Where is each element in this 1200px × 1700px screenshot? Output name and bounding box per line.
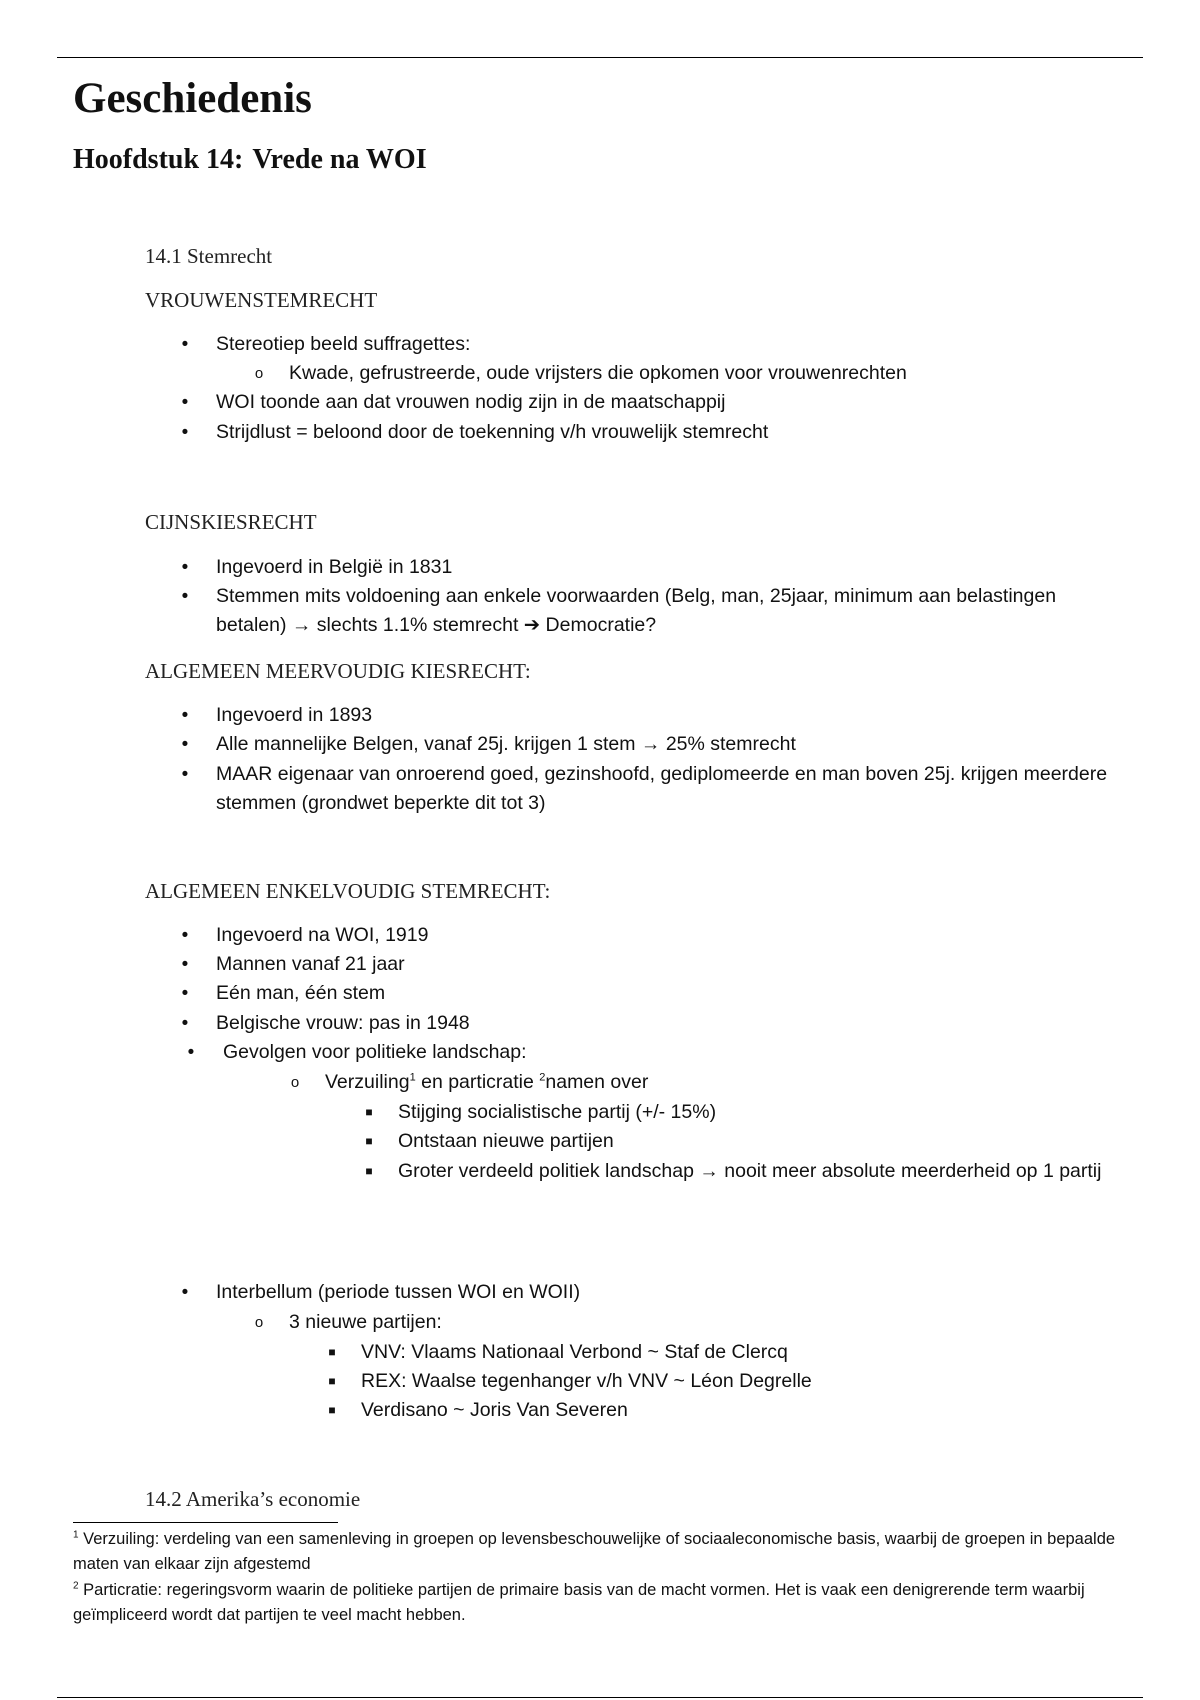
list-item: Ingevoerd in België in 1831 xyxy=(216,556,453,578)
chapter-title: Vrede na WOI xyxy=(252,144,427,175)
list-item: Ingevoerd in 1893 xyxy=(216,704,373,726)
bullet-disc: • xyxy=(181,954,189,975)
footnote-1 xyxy=(73,1527,1128,1577)
list-item: 3 nieuwe partijen: xyxy=(289,1311,442,1333)
footnote-text: Particratie: regeringsvorm waarin de politieke partijen de primaire basis van de macht vormen. Het is vaak een denigrerende term waarbij geïmpliceerd wordt dat partijen te veel macht hebben. xyxy=(73,1581,1085,1624)
bullet-square: ■ xyxy=(365,1164,373,1178)
bullet-square: ■ xyxy=(328,1374,336,1388)
bullet-square: ■ xyxy=(365,1134,373,1148)
list-item: Kwade, gefrustreerde, oude vrijsters die opkomen voor vrouwenrechten xyxy=(289,362,907,384)
bullet-square: ■ xyxy=(365,1105,373,1119)
list-item: REX: Waalse tegenhanger v/h VNV ~ Léon Degrelle xyxy=(361,1370,812,1392)
footnote-marker: 1 xyxy=(73,1529,79,1541)
bullet-circle: o xyxy=(254,365,264,382)
bullet-disc: • xyxy=(181,925,189,946)
list-item: Alle mannelijke Belgen, vanaf 25j. krijgen 1 stem → 25% stemrecht xyxy=(216,733,796,755)
list-item: Stemmen mits voldoening aan enkele voorwaarden (Belg, man, 25jaar, minimum aan belastingen betalen) → slechts 1.1% stemrecht ➔ Democratie? xyxy=(216,585,1057,636)
bullet-disc: • xyxy=(181,422,189,443)
footnote-separator xyxy=(73,1522,338,1523)
document-title: Geschiedenis xyxy=(73,75,312,122)
subheading-vrouwenstemrecht: VROUWENSTEMRECHT xyxy=(145,288,378,312)
list-item: Ontstaan nieuwe partijen xyxy=(398,1130,614,1152)
section-heading-14-1: 14.1 Stemrecht xyxy=(145,244,273,268)
bullet-disc: • xyxy=(181,557,189,578)
bullet-circle: o xyxy=(290,1074,300,1091)
bullet-disc: • xyxy=(181,734,189,755)
list-item: Verdisano ~ Joris Van Severen xyxy=(361,1399,628,1421)
list-item: Stijging socialistische partij (+/- 15%) xyxy=(398,1101,717,1123)
bullet-disc: • xyxy=(181,392,189,413)
list-item: VNV: Vlaams Nationaal Verbond ~ Staf de Clercq xyxy=(361,1341,788,1363)
bullet-square: ■ xyxy=(328,1345,336,1359)
footnote-ref-1[interactable]: 1 xyxy=(409,1071,416,1084)
bullet-disc: • xyxy=(181,1013,189,1034)
bullet-disc: • xyxy=(181,334,189,355)
subheading-enkelvoudig-stemrecht: ALGEMEEN ENKELVOUDIG STEMRECHT: xyxy=(145,879,551,903)
footnote-marker: 2 xyxy=(73,1580,79,1592)
footnote-2 xyxy=(73,1578,1128,1628)
verzuiling-middle: en particratie xyxy=(415,1071,540,1093)
list-item: Belgische vrouw: pas in 1948 xyxy=(216,1012,470,1034)
list-item: Eén man, één stem xyxy=(216,982,386,1004)
bullet-disc: • xyxy=(181,983,189,1004)
bullet-circle: o xyxy=(254,1314,264,1331)
bullet-disc: • xyxy=(181,705,189,726)
list-item: Strijdlust = beloond door de toekenning v/h vrouwelijk stemrecht xyxy=(216,421,769,443)
subheading-cijnskiesrecht: CIJNSKIESRECHT xyxy=(145,510,317,534)
list-item: Interbellum (periode tussen WOI en WOII) xyxy=(216,1281,581,1303)
footer-rule xyxy=(57,1697,1143,1698)
verzuiling-end: namen over xyxy=(545,1071,649,1093)
list-item: WOI toonde aan dat vrouwen nodig zijn in de maatschappij xyxy=(216,391,726,413)
bullet-disc: • xyxy=(181,764,189,785)
list-item: Ingevoerd na WOI, 1919 xyxy=(216,924,429,946)
bullet-square: ■ xyxy=(328,1403,336,1417)
footnote-text: Verzuiling: verdeling van een samenleving in groepen op levensbeschouwelijke of sociaaleconomische basis, waarbij de groepen in bepaalde maten van elkaar zijn afgestemd xyxy=(73,1530,1116,1573)
bullet-disc: • xyxy=(181,586,189,607)
list-item-verzuiling xyxy=(325,1068,1125,1097)
bullet-disc: • xyxy=(187,1042,195,1063)
subheading-meervoudig-kiesrecht: ALGEMEEN MEERVOUDIG KIESRECHT: xyxy=(145,659,531,683)
list-item: Groter verdeeld politiek landschap → nooit meer absolute meerderheid op 1 partij xyxy=(398,1160,1102,1182)
chapter-number: Hoofdstuk 14: xyxy=(73,144,244,175)
list-item: Stereotiep beeld suffragettes: xyxy=(216,333,471,355)
list-item: Mannen vanaf 21 jaar xyxy=(216,953,405,975)
footnote-ref-2[interactable]: 2 xyxy=(539,1071,546,1084)
section-heading-14-2: 14.2 Amerika’s economie xyxy=(145,1487,361,1511)
bullet-disc: • xyxy=(181,1282,189,1303)
verzuiling-label: Verzuiling xyxy=(325,1071,410,1093)
header-rule xyxy=(57,57,1143,58)
chapter-heading xyxy=(73,142,427,178)
list-item: Gevolgen voor politieke landschap: xyxy=(223,1041,527,1063)
list-item: MAAR eigenaar van onroerend goed, gezinshoofd, gediplomeerde en man boven 25j. krijgen meerdere stemmen (grondwet beperkte dit tot 3) xyxy=(216,763,1108,814)
